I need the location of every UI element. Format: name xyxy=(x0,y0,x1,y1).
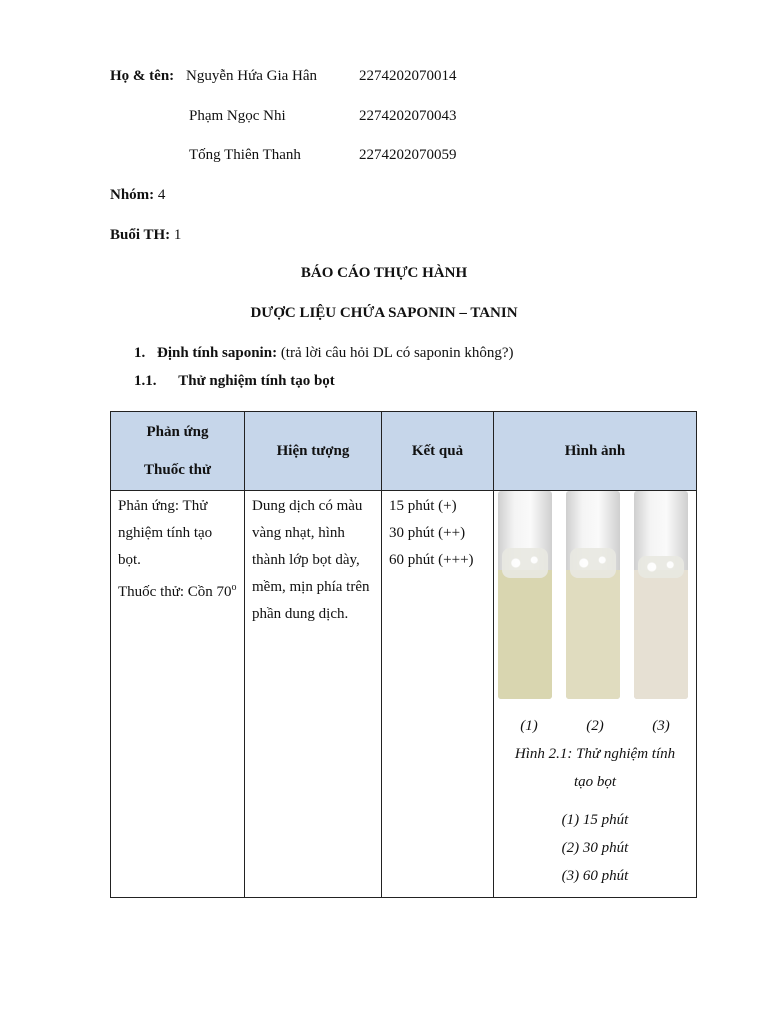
photo-label-3: (3) xyxy=(652,718,670,734)
session-value: 1 xyxy=(173,227,182,243)
cell-phenomenon: Dung dịch có màu vàng nhạt, hình thành lớp bọt dày, mềm, mịn phía trên phần dung dịch. xyxy=(245,491,382,898)
result-60: 60 phút (+++) xyxy=(389,552,474,568)
foam-test-table xyxy=(110,411,697,898)
cell-reaction-reagent xyxy=(111,491,245,898)
cell-image xyxy=(494,491,697,898)
time-legend-2: (2) 30 phút xyxy=(561,840,629,856)
result-15: 15 phút (+) xyxy=(389,498,457,514)
test-tube-photo-3 xyxy=(634,491,688,699)
member-name-1: Nguyễn Hứa Gia Hân xyxy=(186,68,318,84)
section-1-note: (trả lời câu hỏi DL có saponin không?) xyxy=(280,345,514,361)
reaction-text: Phản ứng: Thử nghiệm tính tạo bọt. xyxy=(118,498,213,568)
report-subtitle: DƯỢC LIỆU CHỨA SAPONIN – TANIN xyxy=(250,305,518,321)
member-id-2: 2274202070043 xyxy=(359,108,457,124)
header-result: Kết quả xyxy=(382,412,494,491)
group-label: Nhóm: xyxy=(110,187,155,203)
header-image: Hình ảnh xyxy=(494,412,697,491)
session-line xyxy=(110,227,181,244)
member-id-1: 2274202070014 xyxy=(359,68,457,84)
member-name-3: Tống Thiên Thanh xyxy=(189,147,301,163)
result-30: 30 phút (++) xyxy=(389,525,466,541)
group-value: 4 xyxy=(157,187,166,203)
figure-time-legend xyxy=(496,806,694,890)
test-tube-photos xyxy=(496,491,694,699)
session-label: Buổi TH: xyxy=(110,227,171,243)
table-header-row xyxy=(111,412,697,491)
group-line xyxy=(110,187,165,204)
table-row xyxy=(111,491,697,898)
cell-result xyxy=(382,491,494,898)
section-1-number: 1. xyxy=(134,345,146,361)
report-title: BÁO CÁO THỰC HÀNH xyxy=(300,265,468,281)
photo-label-1: (1) xyxy=(520,718,538,734)
header-reaction-reagent: Phản ứng Thuốc thử xyxy=(111,412,245,491)
header-phenomenon: Hiện tượng xyxy=(245,412,382,491)
section-1-heading xyxy=(134,345,514,362)
photo-labels xyxy=(496,713,694,740)
figure-caption: Hình 2.1: Thử nghiệm tính tạo bọt xyxy=(514,746,676,790)
section-1-title: Định tính saponin: xyxy=(157,345,278,361)
test-tube-photo-1 xyxy=(498,491,552,699)
reagent-text: Thuốc thử: Cồn 70$^o$ xyxy=(118,582,237,600)
member-id-3: 2274202070059 xyxy=(359,147,457,163)
photo-label-2: (2) xyxy=(586,718,604,734)
section-1-1-heading xyxy=(134,373,335,390)
name-label: Họ & tên: xyxy=(110,68,175,84)
test-tube-photo-2 xyxy=(566,491,620,699)
section-1-1-title: Thử nghiệm tính tạo bọt xyxy=(178,373,335,389)
time-legend-1: (1) 15 phút xyxy=(561,812,629,828)
member-name-2: Phạm Ngọc Nhi xyxy=(189,108,286,124)
time-legend-3: (3) 60 phút xyxy=(561,868,629,884)
section-1-1-number: 1.1. xyxy=(134,373,157,389)
